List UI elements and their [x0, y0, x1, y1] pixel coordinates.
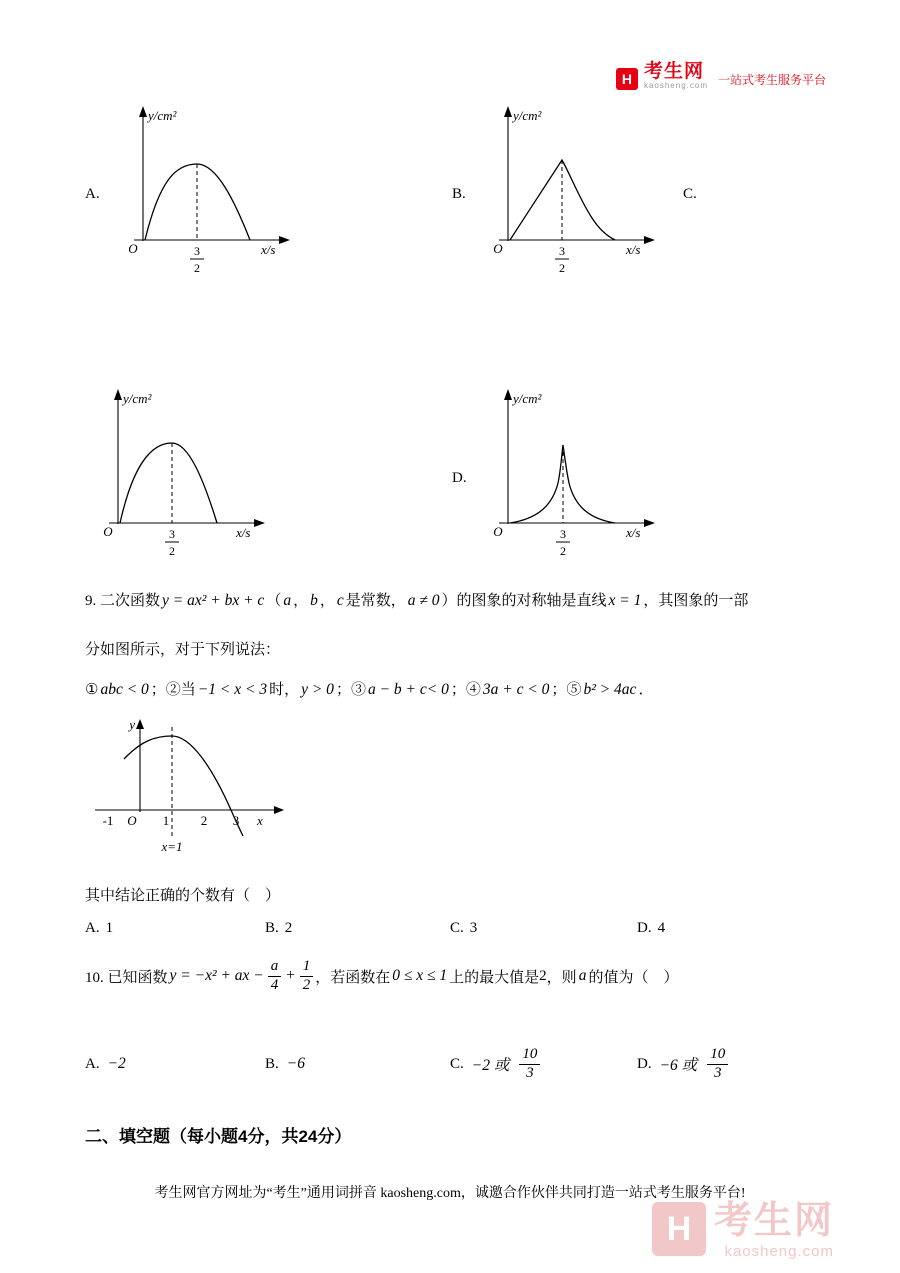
y-axis-arrow [114, 389, 122, 400]
kaosheng-logo [616, 62, 826, 90]
option-value: 4 [657, 920, 666, 936]
origin-label: O [103, 524, 113, 539]
fraction-denominator: 2 [559, 261, 565, 275]
x-axis-label: x/s [236, 525, 251, 540]
y-axis-label: y/cm² [123, 391, 152, 406]
option-value: 3 [469, 920, 478, 936]
fraction-numerator: 1 [300, 958, 314, 976]
q10-variable: a [578, 967, 587, 984]
fraction-10-over-3 [707, 1046, 728, 1082]
option-graph-d [478, 383, 663, 563]
y-axis-label: y [129, 717, 135, 732]
y-axis-arrow [504, 389, 512, 400]
logo-tagline-text: 一站式考生服务平台 [717, 73, 826, 87]
fraction-numerator: a [268, 958, 282, 976]
q10-option-b [265, 1038, 307, 1090]
x-axis-label: x/s [626, 525, 641, 540]
q9-conclusion: 其中结论正确的个数有（ ） [85, 888, 281, 904]
footer-text: 考生网官方网址为“考生”通用词拼音 kaosheng.com，诚邀合作伙伴共同打造一站式考生服务平台! [154, 1186, 746, 1201]
option-label: B. [265, 1055, 279, 1072]
q9-statement-run: 3a + c < 0 [482, 681, 550, 698]
option-label: A. [85, 1055, 100, 1072]
x-axis-label: x/s [626, 242, 641, 257]
option-label: A. [85, 920, 100, 936]
x-axis-arrow [254, 519, 265, 527]
question9-line2 [85, 638, 825, 662]
kaosheng-watermark [652, 1202, 834, 1259]
q9-run: ， [319, 593, 335, 609]
q9-run: 分如图所示，对于下列说法： [85, 642, 281, 658]
option-value: −6 [286, 1055, 305, 1072]
curve [120, 443, 217, 523]
q9-statement-run: ；④ [450, 682, 481, 698]
option-label: D. [637, 920, 652, 936]
logo-text-block [644, 62, 708, 90]
q9-statement-run: a − b + c< 0 [367, 681, 449, 698]
q9-option-d [637, 920, 665, 937]
y-axis-arrow [504, 106, 512, 117]
tick-label-neg1: -1 [102, 813, 114, 828]
origin-label: O [128, 241, 138, 256]
origin-label: O [493, 524, 503, 539]
q9-run: 是常数， [345, 593, 406, 609]
q9-statement-run: 时， [269, 682, 300, 698]
option-label: B. [265, 920, 279, 936]
x-axis-arrow [644, 519, 655, 527]
option-label: D. [637, 1055, 652, 1072]
logo-domain-text: kaosheng.com [643, 81, 708, 90]
kaosheng-watermark-icon: H [652, 1202, 706, 1256]
q9-statement-run: abc < 0 [100, 681, 149, 698]
x-axis-arrow [274, 806, 284, 814]
y-axis-arrow [139, 106, 147, 117]
q10-range: 0 ≤ x ≤ 1 [392, 967, 448, 984]
q10-run: 的值为（ ） [588, 969, 679, 986]
section2-title: 二、填空题（每小题4分，共24分） [85, 1127, 352, 1146]
q10-run: ，若函数在 [315, 969, 391, 986]
fraction-numerator: 3 [559, 244, 565, 258]
q9-run: 9. 二次函数 [85, 593, 161, 609]
option-graph-a [113, 100, 298, 280]
plus-sign: + [285, 967, 296, 984]
fraction-denominator: 2 [194, 261, 200, 275]
q9-run: ，其图象的一部 [643, 593, 749, 609]
q9-statement-run: ；⑤ [551, 682, 582, 698]
q9-statement-run: ；③ [335, 682, 366, 698]
question9-line1 [85, 589, 825, 613]
q9-statement-run: ． [638, 682, 654, 698]
q9-option-b [265, 920, 292, 937]
y-axis-label: y/cm² [513, 391, 542, 406]
x-axis-arrow [644, 236, 655, 244]
fraction-1-over-2 [300, 958, 314, 994]
fraction-denominator: 3 [526, 1064, 534, 1081]
fraction-denominator: 3 [713, 1064, 722, 1081]
kaosheng-logo-icon: H [616, 68, 638, 90]
graph-option-d-label: D. [452, 470, 467, 486]
option-graph-b [478, 100, 663, 280]
q10-option-a [85, 1038, 128, 1090]
origin-label: O [493, 241, 503, 256]
q9-run: b [310, 592, 318, 609]
y-axis-label: y/cm² [513, 108, 542, 123]
fraction-numerator: 10 [707, 1046, 728, 1064]
x-axis-arrow [279, 236, 290, 244]
q9-option-a [85, 920, 113, 937]
q10-formula-head: y = −x² + ax − [169, 967, 264, 984]
origin-label: O [127, 813, 137, 828]
tick-label-2: 2 [200, 813, 208, 828]
watermark-domain-text: kaosheng.com [724, 1243, 834, 1260]
option-value: 1 [105, 920, 114, 936]
q9-statement-run: y > 0 [301, 681, 334, 698]
x-axis-label: x/s [261, 242, 276, 257]
q9-run: ， [293, 593, 309, 609]
curve [510, 160, 615, 240]
q9-run: a ≠ 0 [407, 592, 440, 609]
fraction-a-over-4 [268, 958, 282, 994]
q10-run: 10. 已知函数 [85, 969, 168, 986]
fraction-10-over-3 [519, 1046, 540, 1082]
fraction-denominator: 2 [302, 976, 311, 993]
q9-statement-run: ① [85, 682, 99, 698]
fraction-denominator: 4 [270, 976, 279, 993]
option-value: −2 [107, 1055, 126, 1072]
option-value: 2 [284, 920, 293, 936]
tick-label-3: 3 [232, 813, 240, 828]
y-axis-arrow [136, 719, 144, 729]
q9-run: x = 1 [608, 592, 642, 609]
q9-statement-run: ；②当 [150, 682, 196, 698]
q9-run: a [283, 592, 292, 609]
q10-max-value: 2 [539, 967, 547, 984]
option-label: C. [450, 1055, 464, 1072]
q10-option-d [637, 1038, 730, 1090]
symmetry-axis-equation-label: x=1 [161, 839, 183, 854]
fraction-denominator: 2 [560, 544, 566, 558]
option-graph-c [88, 383, 273, 563]
q9-parabola-figure [85, 715, 295, 867]
fraction-numerator: 3 [169, 527, 175, 541]
option-value: −2 或 [471, 1057, 510, 1074]
fraction-numerator: 10 [519, 1046, 540, 1064]
question10-line [85, 952, 678, 1000]
graph-option-c-label: C. [683, 186, 697, 202]
parabola-curve [124, 736, 243, 836]
q10-run: 上的最大值是 [449, 969, 540, 986]
fraction-denominator: 2 [169, 544, 175, 558]
watermark-text-block [714, 1202, 834, 1259]
q10-option-c [450, 1038, 542, 1090]
graph-option-a-label: A. [85, 186, 100, 202]
graph-option-b-label: B. [452, 186, 466, 202]
q10-run: ，则 [546, 969, 577, 986]
logo-brand-text: 考生网 [643, 61, 704, 82]
q9-run: ）的图象的对称轴是直线 [441, 593, 607, 609]
q9-run: y = ax² + bx + c [162, 592, 265, 609]
option-value: −6 或 [659, 1057, 698, 1074]
q9-run: （ [266, 593, 282, 609]
option-label: C. [450, 920, 464, 936]
q9-statement-run: b² > 4ac [583, 681, 637, 698]
q9-option-c [450, 920, 477, 937]
fraction-numerator: 3 [560, 527, 566, 541]
tick-label-1: 1 [162, 813, 170, 828]
y-axis-label: y/cm² [148, 108, 177, 123]
q9-run: c [336, 592, 344, 609]
fraction-numerator: 3 [194, 244, 200, 258]
question9-statements [85, 678, 825, 702]
q9-statement-run: −1 < x < 3 [197, 681, 268, 698]
watermark-brand-text: 考生网 [713, 1200, 834, 1242]
x-axis-label: x [257, 813, 263, 828]
